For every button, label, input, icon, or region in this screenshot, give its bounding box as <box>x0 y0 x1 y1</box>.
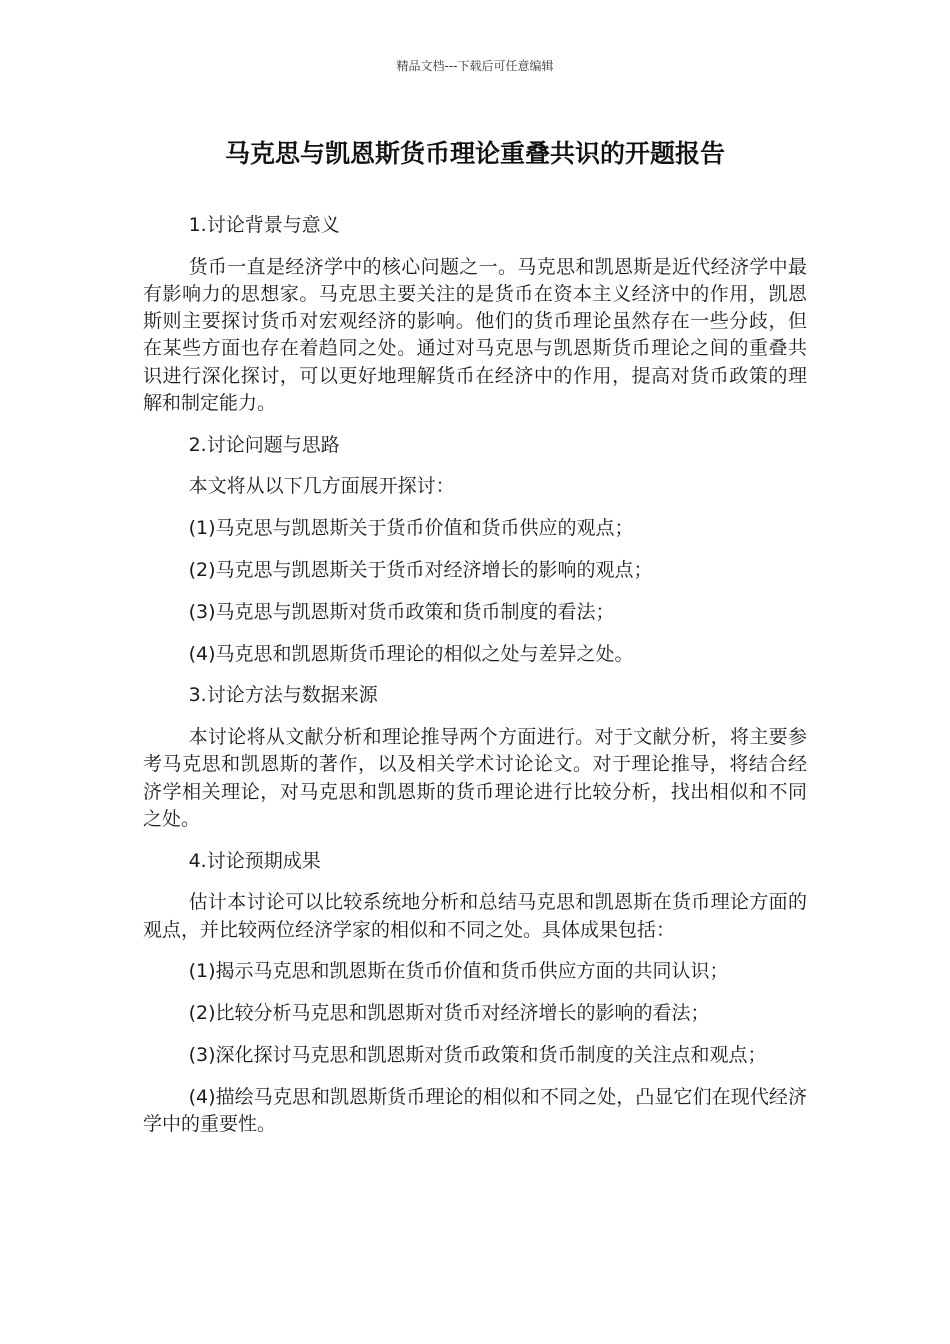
header-note: 精品文档---下载后可任意编辑 <box>396 59 554 73</box>
paragraph: 本讨论将从文献分析和理论推导两个方面进行。对于文献分析，将主要参考马克思和凯恩斯的著作，以及相关学术讨论论文。对于理论推导，将结合经济学相关理论，对马克思和凯恩斯的货币理论进行比较分析，找出相似和不同之处。 <box>143 726 807 830</box>
list-item: (4)描绘马克思和凯恩斯货币理论的相似和不同之处，凸显它们在现代经济学中的重要性。 <box>143 1085 807 1135</box>
paragraph: 估计本讨论可以比较系统地分析和总结马克思和凯恩斯在货币理论方面的观点，并比较两位经济学家的相似和不同之处。具体成果包括： <box>143 891 807 941</box>
section-heading-4: 4.讨论预期成果 <box>188 849 321 872</box>
list-item: (2)比较分析马克思和凯恩斯对货币对经济增长的影响的看法； <box>188 1002 710 1025</box>
list-item: (1)马克思与凯恩斯关于货币价值和货币供应的观点； <box>188 517 634 540</box>
paragraph: 本文将从以下几方面展开探讨： <box>188 475 455 498</box>
document-title: 马克思与凯恩斯货币理论重叠共识的开题报告 <box>224 139 725 168</box>
list-item: (3)马克思与凯恩斯对货币政策和货币制度的看法； <box>188 600 615 623</box>
list-item: (2)马克思与凯恩斯关于货币对经济增长的影响的观点； <box>188 559 653 581</box>
list-item: (4)马克思和凯恩斯货币理论的相似之处与差异之处。 <box>188 642 634 665</box>
section-heading-2: 2.讨论问题与思路 <box>188 433 340 456</box>
list-item: (3)深化探讨马克思和凯恩斯对货币政策和货币制度的关注点和观点； <box>188 1043 767 1066</box>
paragraph: 货币一直是经济学中的核心问题之一。马克思和凯恩斯是近代经济学中最有影响力的思想家。马克思主要关注的是货币在资本主义经济中的作用，凯恩斯则主要探讨货币对宏观经济的影响。他们的货币理论虽然存在一些分歧，但在某些方面也存在着趋同之处。通过对马克思与凯恩斯货币理论之间的重叠共识进行深化探讨，可以更好地理解货币在经济中的作用，提高对货币政策的理解和制定能力。 <box>143 255 807 414</box>
list-item: (1)揭示马克思和凯恩斯在货币价值和货币供应方面的共同认识； <box>188 960 729 983</box>
section-heading-3: 3.讨论方法与数据来源 <box>188 684 378 707</box>
section-heading-1: 1.讨论背景与意义 <box>188 214 340 236</box>
document-body <box>143 212 807 1153</box>
